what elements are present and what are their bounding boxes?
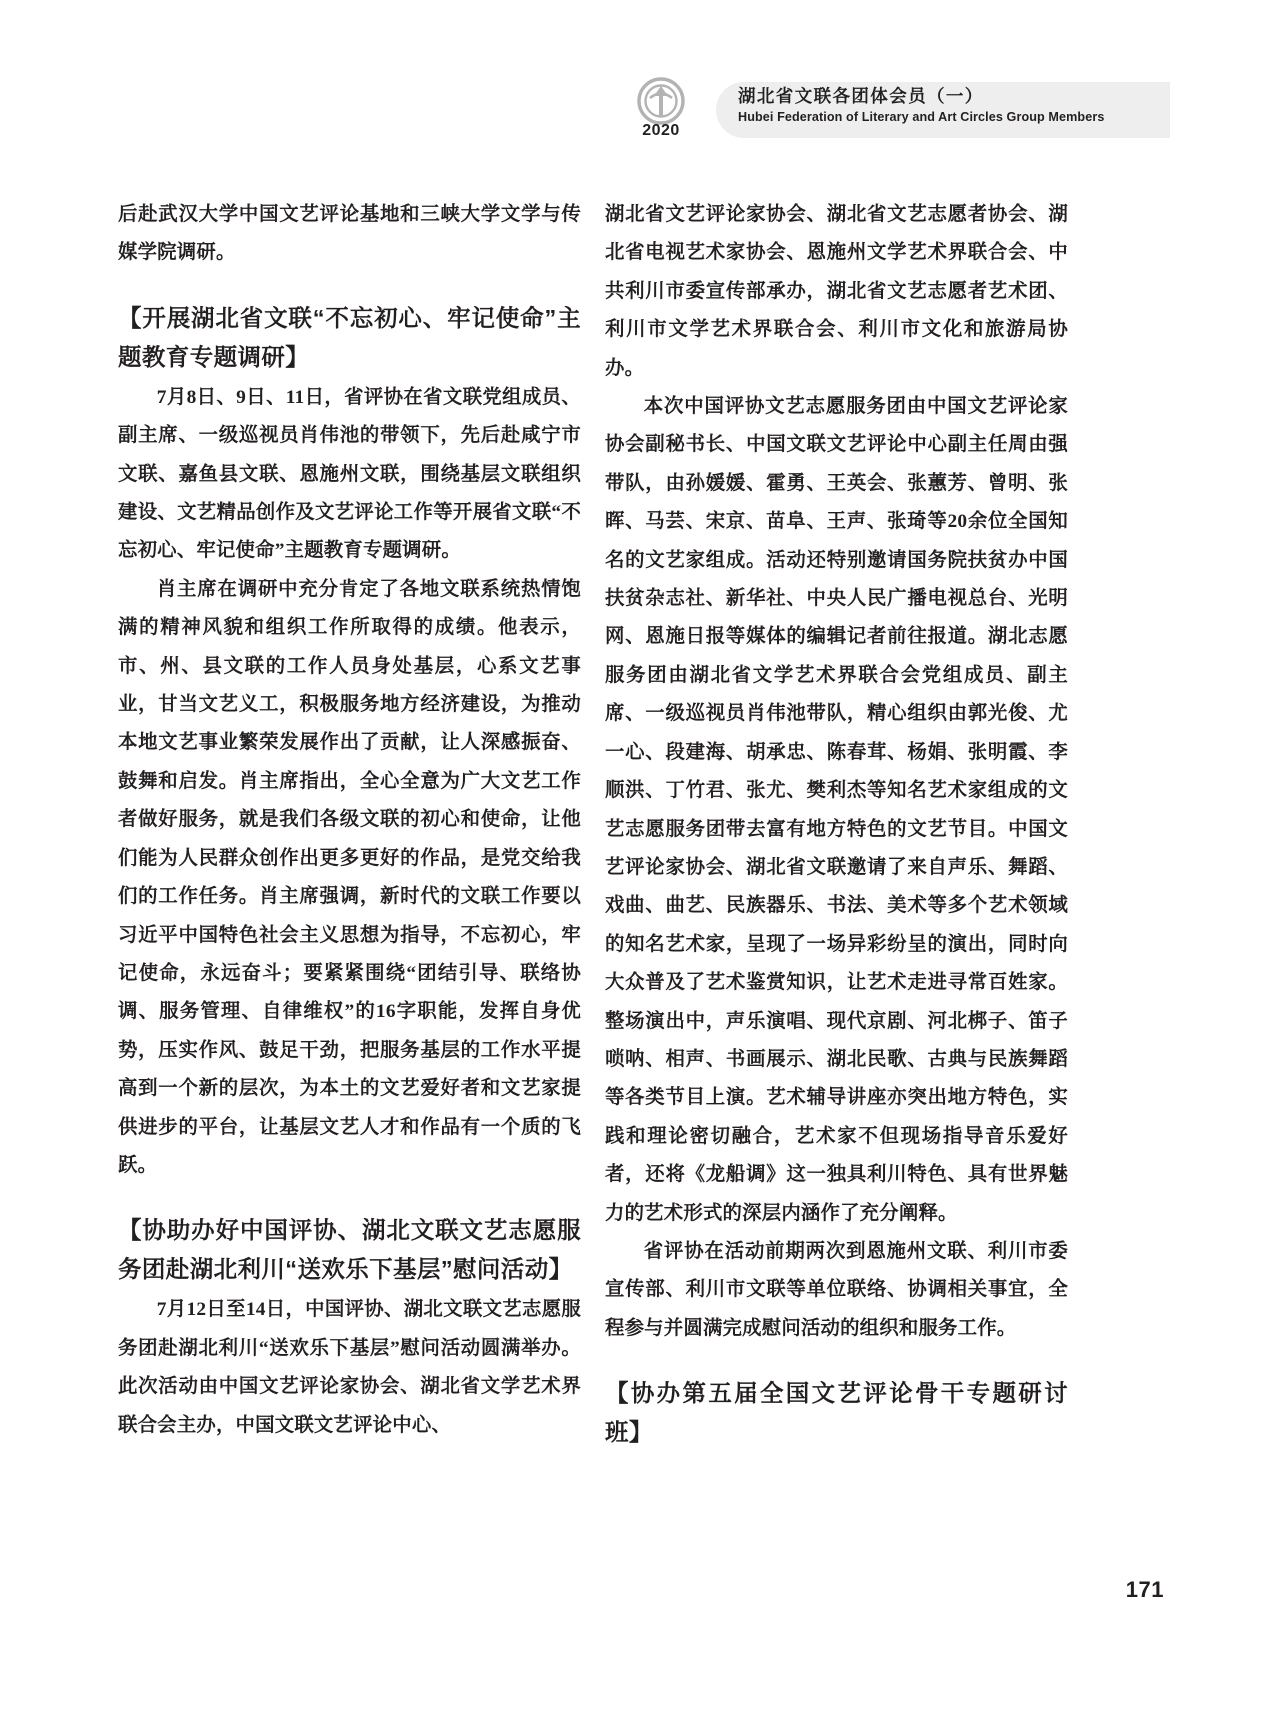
column-right xyxy=(605,196,1068,1452)
column-left xyxy=(118,196,581,1445)
section-heading-1: 【开展湖北省文联“不忘初心、牢记使命”主题教育专题调研】 xyxy=(118,304,581,370)
section-heading-3: 【协办第五届全国文艺评论骨干专题研讨班】 xyxy=(605,1380,1068,1446)
paragraph-4: 本次中国评协文艺志愿服务团由中国文艺评论家协会副秘书长、中国文联文艺评论中心副主任周由强带队，由孙媛媛、霍勇、王英会、张蕙芳、曾明、张晖、马芸、宋京、苗阜、王声、张琦等20余位全国知名的文艺家组成。活动还特别邀请国务院扶贫办中国扶贫杂志社、新华社、中央人民广播电视总台、光明网、恩施日报等媒体的编辑记者前往报道。湖北志愿服务团由湖北省文学艺术界联合会党组成员、副主席、一级巡视员肖伟池带队，精心组织由郭光俊、尤一心、段建海、胡承忠、陈春茸、杨娟、张明霞、李顺洪、丁竹君、张尤、樊利杰等知名艺术家组成的文艺志愿服务团带去富有地方特色的文艺节目。中国文艺评论家协会、湖北省文联邀请了来自声乐、舞蹈、戏曲、曲艺、民族器乐、书法、美术等多个艺术领域的知名艺术家，呈现了一场异彩纷呈的演出，同时向大众普及了艺术鉴赏知识，让艺术走进寻常百姓家。整场演出中，声乐演唱、现代京剧、河北梆子、笛子唢呐、相声、书画展示、湖北民歌、古典与民族舞蹈等各类节目上演。艺术辅导讲座亦突出地方特色，实践和理论密切融合，艺术家不但现场指导音乐爱好者，还将《龙船调》这一独具利川特色、具有世界魅力的艺术形式的深层内涵作了充分阐释。 xyxy=(605,396,1068,1224)
paragraph-3: 7月12日至14日，中国评协、湖北文联文艺志愿服务团赴湖北利川“送欢乐下基层”慰问活动圆满举办。此次活动由中国文艺评论家协会、湖北省文学艺术界联合会主办，中国文联文艺评论中心、 xyxy=(118,1299,581,1436)
running-header xyxy=(630,76,1170,138)
federation-emblem-icon xyxy=(630,76,706,138)
spacer xyxy=(605,1348,1068,1374)
header-title-en: Hubei Federation of Literary and Art Circles Group Members xyxy=(738,110,1105,125)
header-title-cn: 湖北省文联各团体会员（一） xyxy=(738,86,984,106)
header-year: 2020 xyxy=(642,122,680,139)
spacer xyxy=(118,1185,581,1211)
header-title-group xyxy=(738,84,1104,127)
paragraph-1: 7月8日、9日、11日，省评协在省文联党组成员、副主席、一级巡视员肖伟池的带领下，先后赴咸宁市文联、嘉鱼县文联、恩施州文联，围绕基层文联组织建设、文艺精品创作及文艺评论工作等开展省文联“不忘初心、牢记使命”主题教育专题调研。 xyxy=(118,386,581,562)
paragraph-3-continued: 湖北省文艺评论家协会、湖北省文艺志愿者协会、湖北省电视艺术家协会、恩施州文学艺术界联合会、中共利川市委宣传部承办，湖北省文艺志愿者艺术团、利川市文学艺术界联合会、利川市文化和旅游局协办。 xyxy=(605,204,1068,379)
section-heading-2: 【协助办好中国评协、湖北文联文艺志愿服务团赴湖北利川“送欢乐下基层”慰问活动】 xyxy=(118,1217,581,1283)
spacer xyxy=(118,273,581,299)
paragraph-continued: 后赴武汉大学中国文艺评论基地和三峡大学文学与传媒学院调研。 xyxy=(118,204,581,264)
page-number: 171 xyxy=(1125,1577,1164,1602)
page-body xyxy=(118,196,1164,1496)
paragraph-5: 省评协在活动前期两次到恩施州文联、利川市委宣传部、利川市文联等单位联络、协调相关事宜，全程参与并圆满完成慰问活动的组织和服务工作。 xyxy=(605,1240,1068,1339)
paragraph-2: 肖主席在调研中充分肯定了各地文联系统热情饱满的精神风貌和组织工作所取得的成绩。他表示，市、州、县文联的工作人员身处基层，心系文艺事业，甘当文艺义工，积极服务地方经济建设，为推动本地文艺事业繁荣发展作出了贡献，让人深感振奋、鼓舞和启发。肖主席指出，全心全意为广大文艺工作者做好服务，就是我们各级文联的初心和使命，让他们能为人民群众创作出更多更好的作品，是党交给我们的工作任务。肖主席强调，新时代的文联工作要以习近平中国特色社会主义思想为指导，不忘初心，牢记使命，永远奋斗；要紧紧围绕“团结引导、联络协调、服务管理、自律维权”的16字职能，发挥自身优势，压实作风、鼓足干劲，把服务基层的工作水平提高到一个新的层次，为本土的文艺爱好者和文艺家提供进步的平台，让基层文艺人才和作品有一个质的飞跃。 xyxy=(118,578,581,1176)
